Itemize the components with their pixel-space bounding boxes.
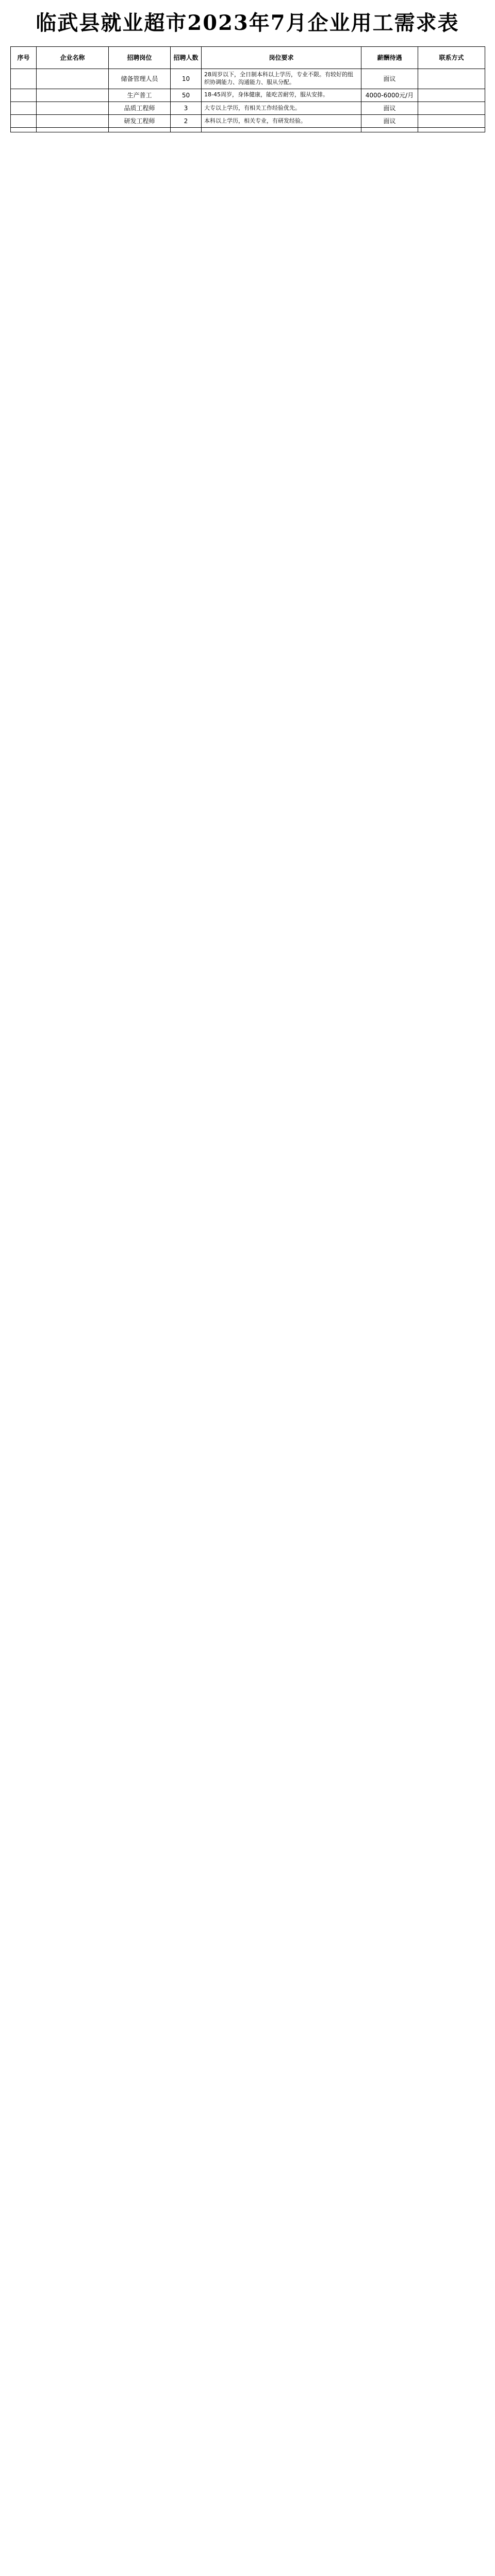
row-requirements: 18-45周岁，身体健康，能吃苦耐劳，服从安排。	[202, 89, 361, 101]
row-requirements: 本科以上学历，相关专业，有研发经验。	[202, 115, 361, 128]
row-salary: 面议	[361, 115, 418, 128]
row-position: 储备管理人员	[109, 69, 171, 89]
demand-table	[10, 46, 485, 132]
row-salary: 4000-6000元/月	[361, 89, 418, 101]
table-header-row	[11, 47, 485, 69]
table-row	[11, 101, 485, 114]
header-count: 招聘人数	[171, 47, 202, 69]
row-contact	[418, 89, 485, 101]
row-company	[37, 89, 109, 101]
header-company: 企业名称	[37, 47, 109, 69]
row-no	[11, 89, 37, 101]
row-no	[11, 69, 37, 89]
row-company	[37, 101, 109, 114]
row-position: 品质工程师	[109, 101, 171, 114]
row-contact	[418, 115, 485, 128]
row-salary: 面议	[361, 101, 418, 114]
row-requirements: 28周岁以下，全日制本科以上学历，专业不限。有较好的组织协调能力、沟通能力、服从分配。	[202, 69, 361, 89]
row-salary	[361, 128, 418, 132]
row-contact	[418, 69, 485, 89]
row-count: 50	[171, 89, 202, 101]
page-title: 临武县就业超市2023年7月企业用工需求表	[36, 11, 459, 35]
table-row	[11, 89, 485, 101]
table-row	[11, 69, 485, 89]
table-row	[11, 128, 485, 132]
row-count: 2	[171, 115, 202, 128]
row-count	[171, 128, 202, 132]
header-salary: 薪酬待遇	[361, 47, 418, 69]
row-requirements	[202, 128, 361, 132]
row-company	[37, 115, 109, 128]
row-requirements: 大专以上学历，有相关工作经验优先。	[202, 101, 361, 114]
row-no	[11, 115, 37, 128]
row-count: 10	[171, 69, 202, 89]
row-position: 生产普工	[109, 89, 171, 101]
header-no: 序号	[11, 47, 37, 69]
header-requirements: 岗位要求	[202, 47, 361, 69]
header-contact: 联系方式	[418, 47, 485, 69]
row-salary: 面议	[361, 69, 418, 89]
row-company	[37, 69, 109, 89]
row-position	[109, 128, 171, 132]
row-no	[11, 101, 37, 114]
row-position: 研发工程师	[109, 115, 171, 128]
header-position: 招聘岗位	[109, 47, 171, 69]
table-row	[11, 115, 485, 128]
row-count: 3	[171, 101, 202, 114]
row-contact	[418, 101, 485, 114]
row-contact	[418, 128, 485, 132]
row-no	[11, 128, 37, 132]
row-company	[37, 128, 109, 132]
